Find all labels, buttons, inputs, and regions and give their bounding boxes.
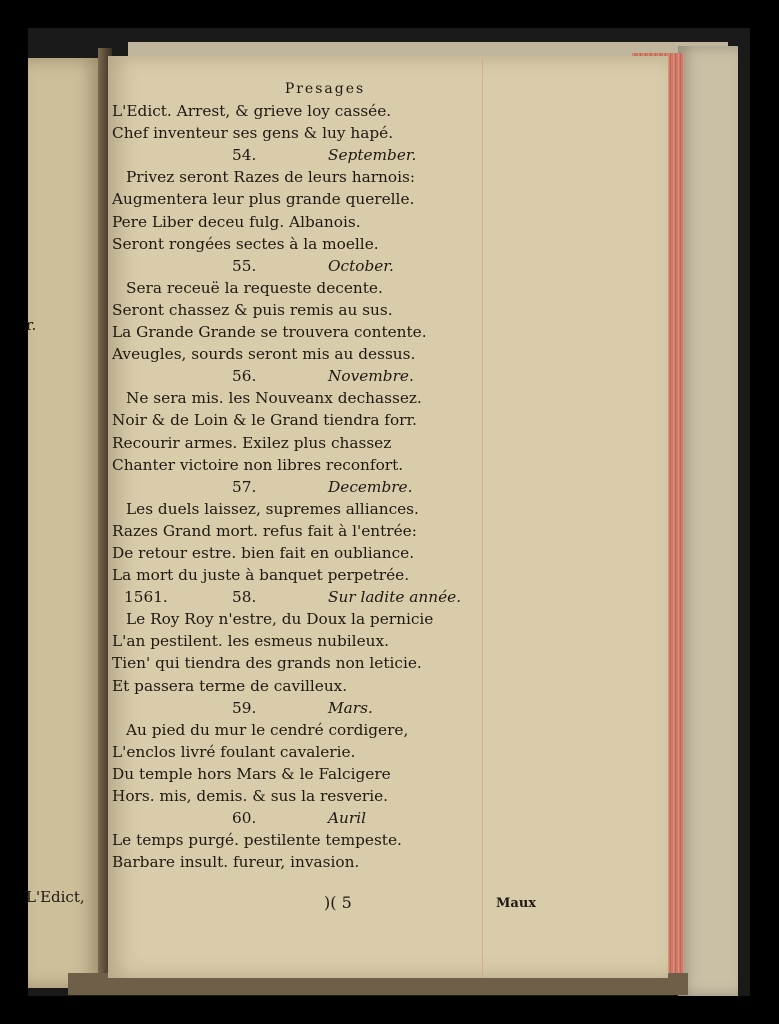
month-label: September. bbox=[328, 146, 417, 165]
verse-line: Sera receuë la requeste decente. bbox=[126, 278, 383, 297]
quatrain-number: 56. bbox=[232, 367, 257, 386]
verse-line: Seront chassez & puis remis au sus. bbox=[112, 300, 393, 319]
quatrain-number: 54. bbox=[232, 146, 257, 165]
quatrain-heading bbox=[112, 807, 502, 829]
left-page-fragment: L'Edict, bbox=[26, 888, 85, 906]
month-label: Auril bbox=[328, 809, 366, 828]
verse-line: Chef inventeur ses gens & luy hapé. bbox=[112, 124, 394, 143]
quatrain-heading bbox=[112, 144, 502, 166]
quatrain-number: 59. bbox=[232, 698, 257, 717]
running-header: Presages bbox=[284, 81, 366, 97]
month-label: Novembre. bbox=[328, 367, 414, 386]
verse-line: Tien' qui tiendra des grands non leticie. bbox=[112, 654, 422, 673]
month-label: Decembre. bbox=[328, 477, 413, 496]
verse-line: L'enclos livré foulant cavalerie. bbox=[112, 742, 356, 761]
year-label: 1561. bbox=[124, 588, 168, 607]
month-label: October. bbox=[328, 256, 394, 275]
verse-line: Au pied du mur le cendré cordigere, bbox=[126, 720, 409, 739]
verse-line: Noir & de Loin & le Grand tiendra forr. bbox=[112, 411, 417, 430]
quatrain-heading bbox=[112, 365, 502, 387]
verse-line: Privez seront Razes de leurs harnois: bbox=[126, 168, 415, 187]
month-label: Mars. bbox=[328, 698, 373, 717]
quatrain-number: 55. bbox=[232, 256, 257, 275]
verse-line: Ne sera mis. les Nouveanx dechassez. bbox=[126, 389, 422, 408]
verse-line: Du temple hors Mars & le Falcigere bbox=[112, 764, 391, 783]
quatrain-number: 60. bbox=[232, 809, 257, 828]
verse-line: Et passera terme de cavilleux. bbox=[112, 676, 348, 695]
verse-line: L'an pestilent. les esmeus nubileux. bbox=[112, 632, 389, 651]
quatrain-heading bbox=[112, 586, 502, 608]
verse-line: Le temps purgé. pestilente tempeste. bbox=[112, 831, 402, 850]
verse-line: Pere Liber deceu fulg. Albanois. bbox=[112, 212, 361, 231]
quatrain-heading bbox=[112, 255, 502, 277]
verse-line: Le Roy Roy n'estre, du Doux la pernicie bbox=[126, 610, 434, 629]
verse-line: Recourir armes. Exilez plus chassez bbox=[112, 433, 392, 452]
verse-line: Razes Grand mort. refus fait à l'entrée: bbox=[112, 521, 417, 540]
verse-line: La Grande Grande se trouvera contente. bbox=[112, 323, 427, 342]
verse-line: Hors. mis, demis. & sus la resverie. bbox=[112, 787, 389, 805]
month-label: Sur ladite année. bbox=[328, 588, 462, 607]
text-lines bbox=[112, 100, 502, 873]
verse-line: La mort du juste à banquet perpetrée. bbox=[112, 566, 410, 585]
verse-line: De retour estre. bien fait en oubliance. bbox=[112, 543, 415, 562]
quatrain-number: 58. bbox=[232, 588, 257, 607]
page-text bbox=[112, 78, 502, 873]
verse-line: L'Edict. Arrest, & grieve loy cassée. bbox=[112, 102, 392, 121]
quatrain-heading bbox=[112, 697, 502, 719]
book-photo bbox=[28, 28, 750, 996]
verse-line: Barbare insult. fureur, invasion. bbox=[112, 853, 360, 872]
verse-line: Chanter victoire non libres reconfort. bbox=[112, 455, 404, 474]
verse-line: Aveugles, sourds seront mis au dessus. bbox=[112, 345, 416, 364]
verse-line: Augmentera leur plus grande querelle. bbox=[112, 190, 415, 209]
catchword: Maux bbox=[496, 896, 537, 911]
quatrain-heading bbox=[112, 476, 502, 498]
quatrain-number: 57. bbox=[232, 477, 257, 496]
wrapper-right bbox=[678, 46, 738, 996]
verse-line: Les duels laissez, supremes alliances. bbox=[126, 499, 419, 518]
left-page-fragment: r. bbox=[26, 316, 37, 334]
signature-mark: )( 5 bbox=[324, 893, 352, 912]
left-page bbox=[28, 58, 104, 988]
verse-line: Seront rongées sectes à la moelle. bbox=[112, 234, 379, 253]
